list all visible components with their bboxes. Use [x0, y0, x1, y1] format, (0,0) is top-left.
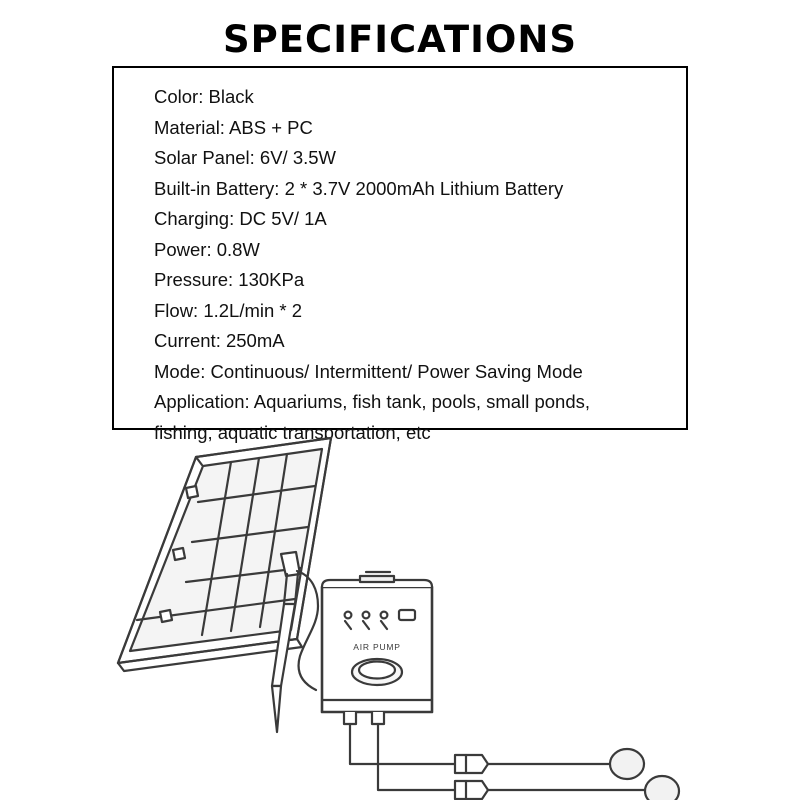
specifications-box — [112, 66, 688, 443]
spec-item-battery: Built-in Battery: 2 * 3.7V 2000mAh Lithium Battery — [154, 177, 564, 199]
spec-item-material: Material: ABS + PC — [154, 116, 313, 138]
air-stone-icon — [610, 749, 679, 800]
specifications-list — [114, 68, 686, 448]
solar-panel-icon — [118, 438, 331, 671]
spec-item-power: Power: 0.8W — [154, 238, 260, 260]
spec-item-pressure: Pressure: 130KPa — [154, 269, 305, 290]
air-tubes-icon — [350, 724, 455, 790]
spec-item-application-line2: fishing, aquatic transportation, etc — [154, 421, 431, 443]
spec-item-charging: Charging: DC 5V/ 1A — [154, 208, 327, 229]
product-line-drawing — [0, 424, 800, 800]
spec-item-current: Current: 250mA — [154, 330, 285, 351]
spec-item-application-line1: Application: Aquariums, fish tank, pools, small ponds, — [154, 391, 591, 412]
check-valve-icon — [455, 755, 488, 799]
pump-label: AIR PUMP — [353, 642, 401, 652]
page-title: SPECIFICATIONS — [223, 18, 577, 61]
spec-item-mode: Mode: Continuous/ Intermittent/ Power Saving Mode — [154, 360, 583, 382]
spec-item-color: Color: Black — [154, 86, 254, 107]
spec-item-solar-panel: Solar Panel: 6V/ 3.5W — [154, 147, 337, 168]
spec-item-flow: Flow: 1.2L/min * 2 — [154, 299, 303, 321]
product-illustration — [0, 424, 800, 800]
